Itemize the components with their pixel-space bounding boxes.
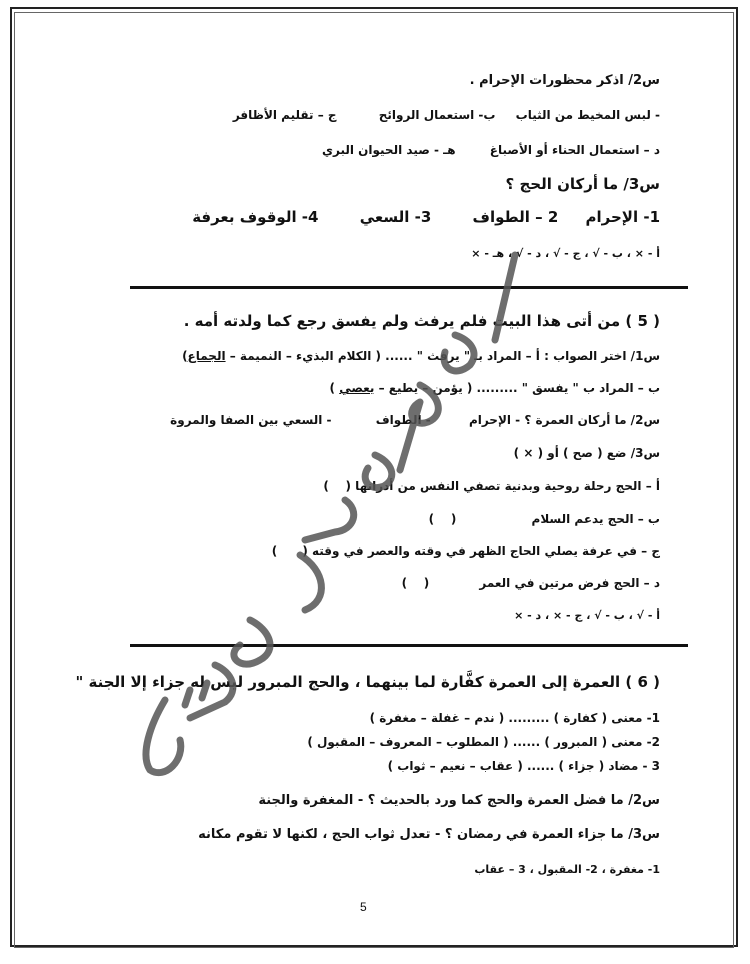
q3-answer [192, 208, 660, 226]
s5-q1b-end: ) [329, 381, 340, 395]
q3-answer-3: 3- السعي [359, 208, 432, 226]
s5-q1a-text: س1/ اختر الصواب : أ – المراد بـ " يرفث " ...... ( الكلام البذيء – النميمة – [225, 349, 660, 363]
s5-q2-c: - السعي بين الصفا والمروة [170, 413, 332, 427]
q2-row2 [322, 143, 660, 157]
s5-q3-title: س3/ ضع ( صح ) أو ( × ) [513, 446, 660, 460]
s5-q1a-end: ) [182, 349, 188, 363]
s5-q1b-text: ب – المراد ب " يفسق " ......... ( يؤمن – يطيع – [374, 381, 660, 395]
section-5-title: ( 5 ) من أتى هذا البيت فلم يرفث ولم يفسق رجع كما ولدته أمه . [183, 312, 660, 330]
q3-title: س3/ ما أركان الحج ؟ [505, 175, 660, 193]
section-6-title: ( 6 ) العمرة إلى العمرة كفَّارة لما بينهما ، والحج المبرور ليس له جزاء إلا الجنة " [75, 673, 660, 691]
s6-q1-item-3: 3 - مضاد ( جزاء ) ...... ( عقاب – نعيم – ثواب ) [387, 759, 660, 773]
answer-key-3: 1- مغفرة ، 2- المقبول ، 3 – عقاب [474, 863, 660, 876]
q3-answer-4: 4- الوقوف بعرفة [192, 208, 319, 226]
s5-q1a-answer: الجماع [187, 349, 226, 363]
s6-q1-item-1: 1- معنى ( كفارة ) ......... ( ندم – غفلة – مغفرة ) [369, 711, 660, 725]
s6-q2: س2/ ما فضل العمرة والحج كما ورد بالحديث ؟ - المغفرة والجنة [258, 793, 660, 808]
q2-item-e: هـ - صيد الحيوان البري [322, 143, 456, 157]
s5-q3-item-c: ج – في عرفة يصلي الحاج الظهر في وقته والعصر في وقته ( ) [271, 544, 660, 558]
answer-key-1: أ - × ، ب - √ ، ج - √ ، د - √ ، هـ - × [471, 247, 660, 260]
s5-q3-item-d: د – الحج فرض مرتين في العمر ( ) [401, 576, 660, 590]
q2-item-a: - لبس المخيط من الثياب [515, 108, 660, 122]
answer-key-2: أ - √ ، ب - √ ، ج - × ، د - × [514, 609, 660, 622]
s5-q1a [182, 349, 660, 363]
s5-q3-item-b: ب – الحج يدعم السلام ( ) [428, 512, 660, 526]
section-divider [130, 286, 688, 289]
s5-q1b-answer: يعصي [339, 381, 375, 395]
q2-item-c: ج – تقليم الأظافر [232, 108, 337, 122]
q2-row1 [233, 108, 660, 122]
q3-answer-1: 1- الإحرام [585, 208, 660, 226]
s5-q2-a: س2/ ما أركان العمرة ؟ - الإحرام [468, 413, 660, 427]
q2-item-b: ب- استعمال الروائح [378, 108, 496, 122]
s5-q2-b: - الطواف [375, 413, 431, 427]
page-number: 5 [360, 900, 367, 914]
s6-q3: س3/ ما جزاء العمرة في رمضان ؟ - تعدل ثواب الحج ، لكنها لا تقوم مكانه [198, 827, 660, 842]
s5-q1b [330, 381, 660, 395]
q3-answer-2: 2 – الطواف [472, 208, 559, 226]
section-divider [130, 644, 688, 647]
q2-title: س2/ اذكر محظورات الإحرام . [469, 73, 660, 88]
s5-q3-item-a: أ – الحج رحلة روحية وبدنية تصفي النفس من أدرانها ( ) [323, 479, 660, 493]
s6-q1-item-2: 2- معنى ( المبرور ) ...... ( المطلوب – المعروف – المقبول ) [307, 735, 660, 749]
q2-item-d: د – استعمال الحناء أو الأصباغ [489, 143, 660, 157]
s5-q2 [170, 413, 660, 427]
